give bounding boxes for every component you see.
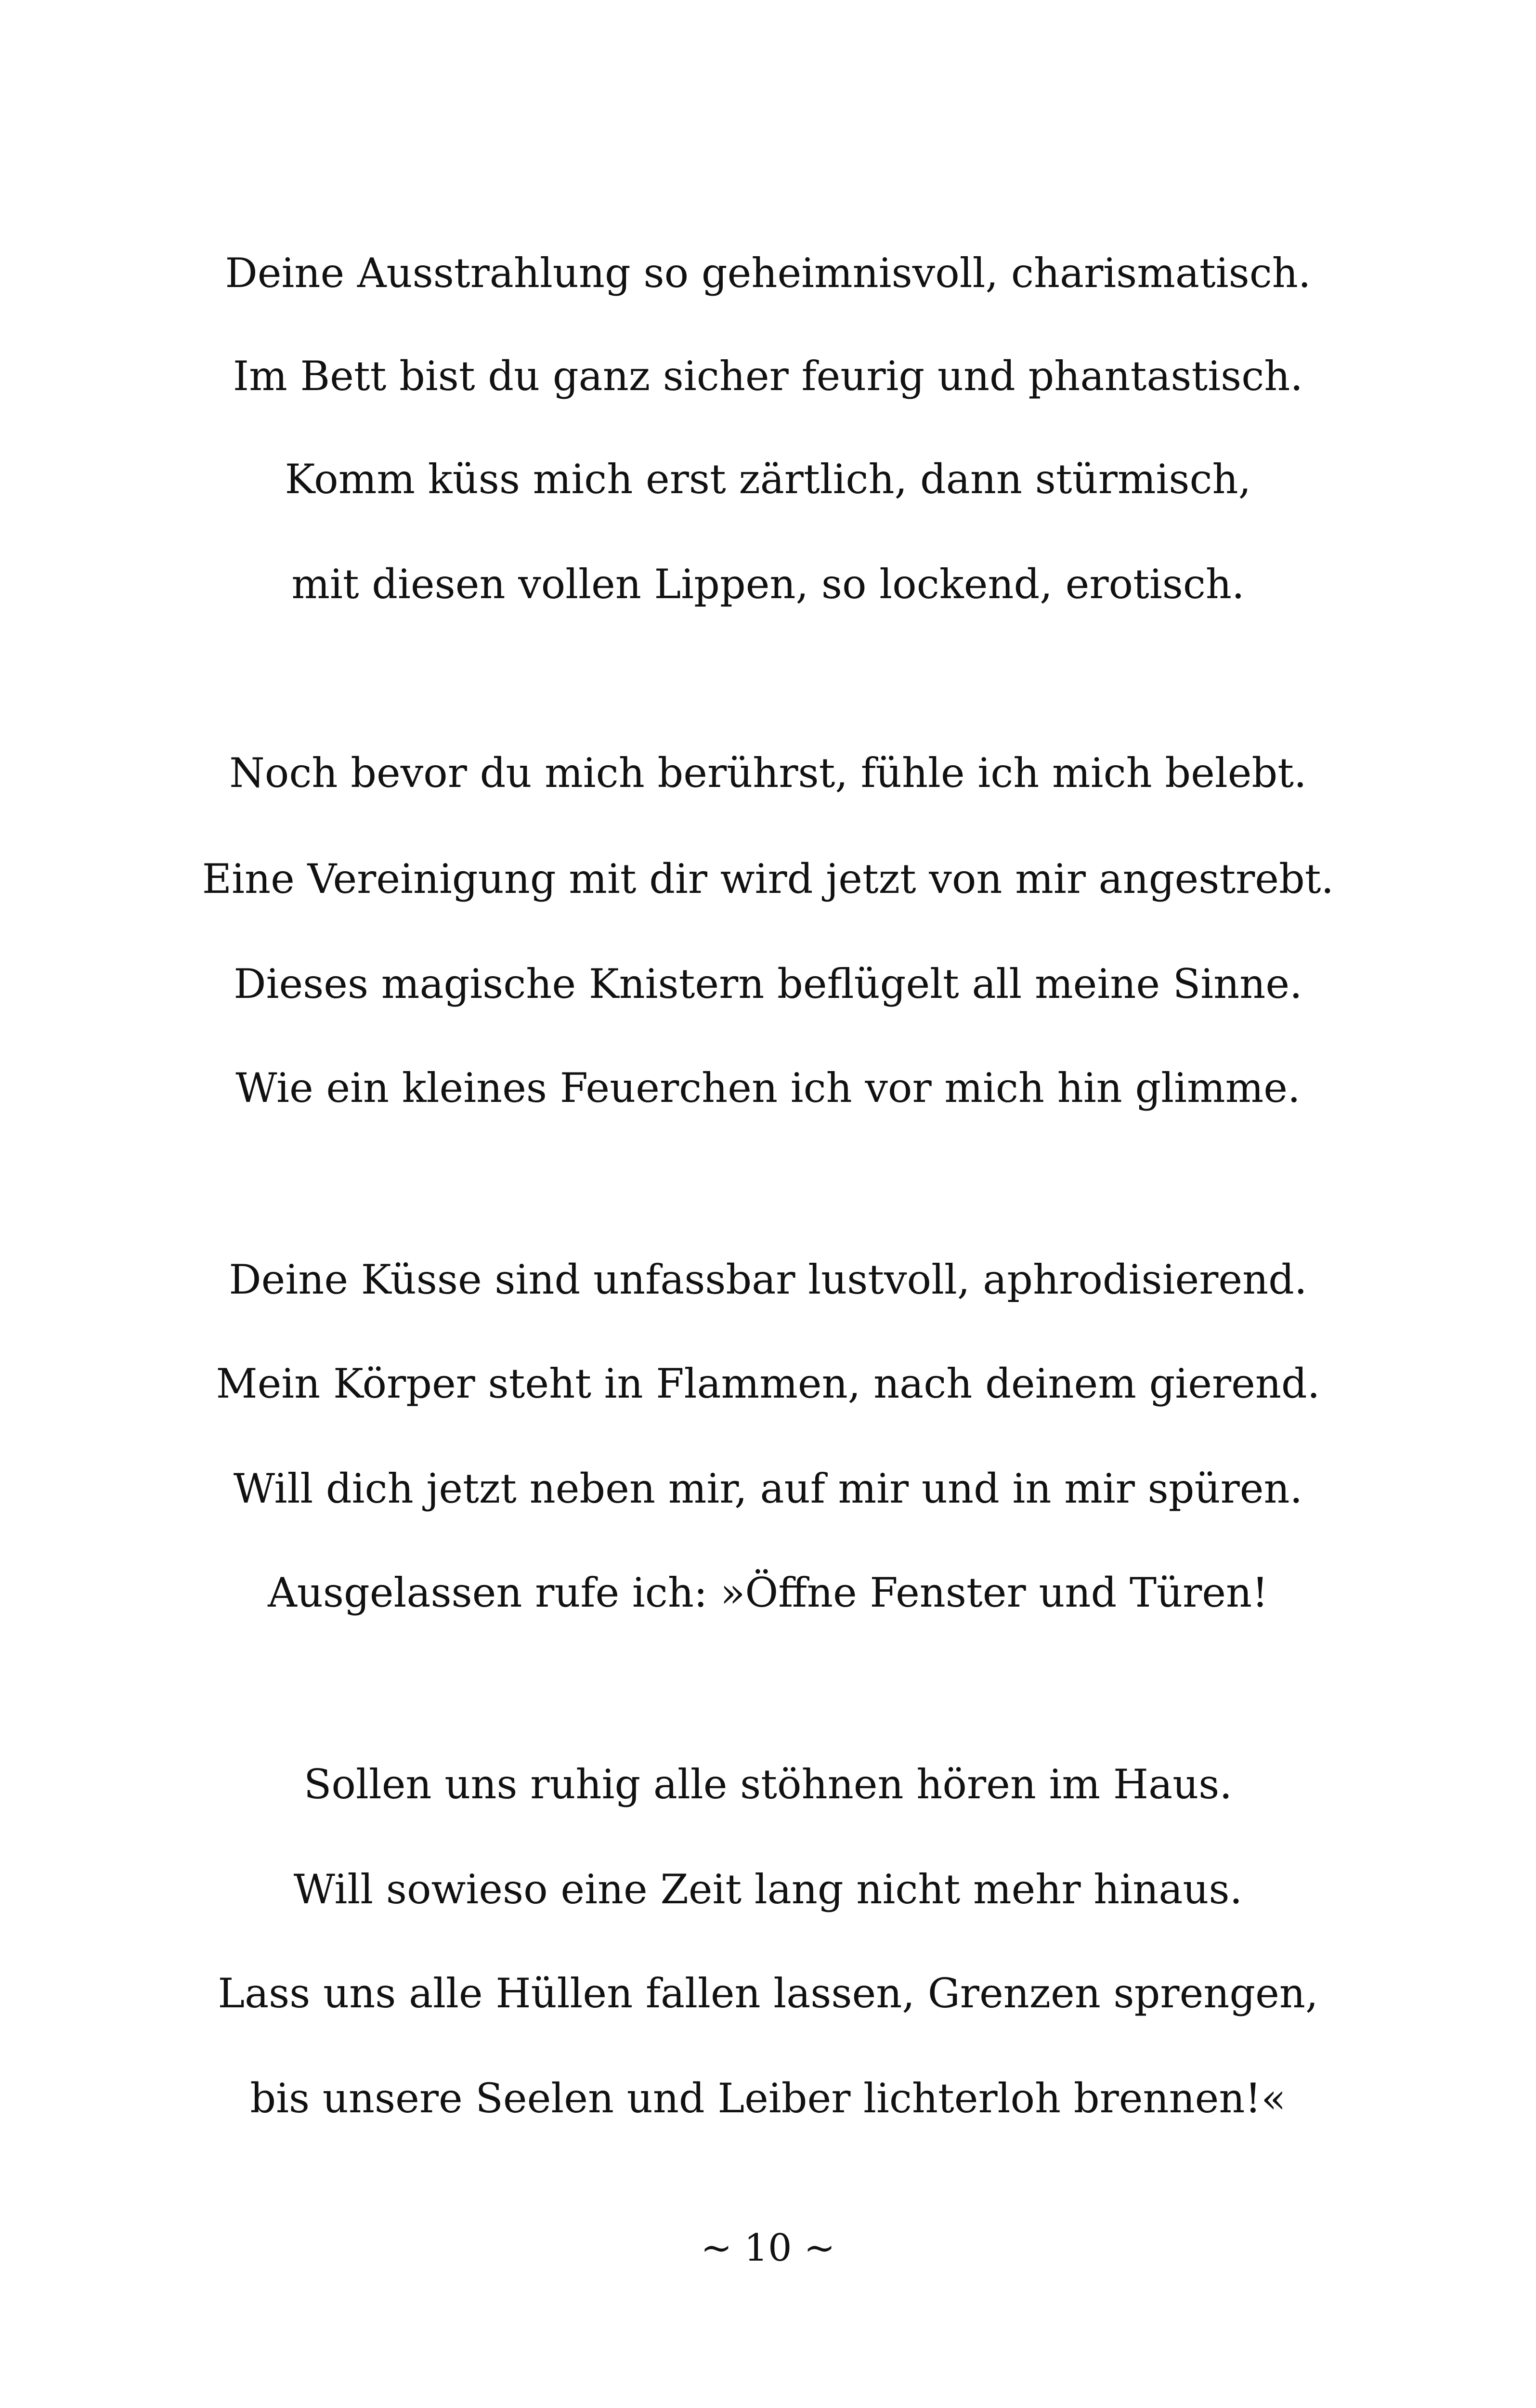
poem-line: Mein Körper steht in Flammen, nach deinem gierend. (216, 1360, 1320, 1407)
poem-line: Deine Ausstrahlung so geheimnisvoll, charismatisch. (225, 249, 1311, 297)
poem-line: Dieses magische Knistern beflügelt all meine Sinne. (234, 960, 1302, 1008)
poem-line: mit diesen vollen Lippen, so lockend, erotisch. (291, 561, 1245, 608)
page-number: ~ 10 ~ (701, 2226, 835, 2270)
poem-line: Ausgelassen rufe ich: »Öffne Fenster und Türen! (268, 1569, 1268, 1616)
poem-line: Lass uns alle Hüllen fallen lassen, Grenzen sprengen, (218, 1970, 1318, 2017)
poem-line: Will sowieso eine Zeit lang nicht mehr hinaus. (293, 1866, 1243, 1913)
poem-line: Noch bevor du mich berührst, fühle ich mich belebt. (229, 749, 1307, 797)
poem-line: Wie ein kleines Feuerchen ich vor mich hin glimme. (235, 1064, 1301, 1112)
poem-line: Will dich jetzt neben mir, auf mir und in mir spüren. (233, 1465, 1303, 1512)
poem-line: bis unsere Seelen und Leiber lichterloh brennen!« (250, 2075, 1286, 2122)
poem-line: Sollen uns ruhig alle stöhnen hören im Haus. (303, 1761, 1233, 1808)
poem-line: Komm küss mich erst zärtlich, dann stürmisch, (285, 456, 1251, 503)
poem-line: Deine Küsse sind unfassbar lustvoll, aphrodisierend. (229, 1256, 1307, 1303)
poem-line: Eine Vereinigung mit dir wird jetzt von mir angestrebt. (202, 855, 1334, 903)
poem-line: Im Bett bist du ganz sicher feurig und phantastisch. (233, 353, 1303, 400)
